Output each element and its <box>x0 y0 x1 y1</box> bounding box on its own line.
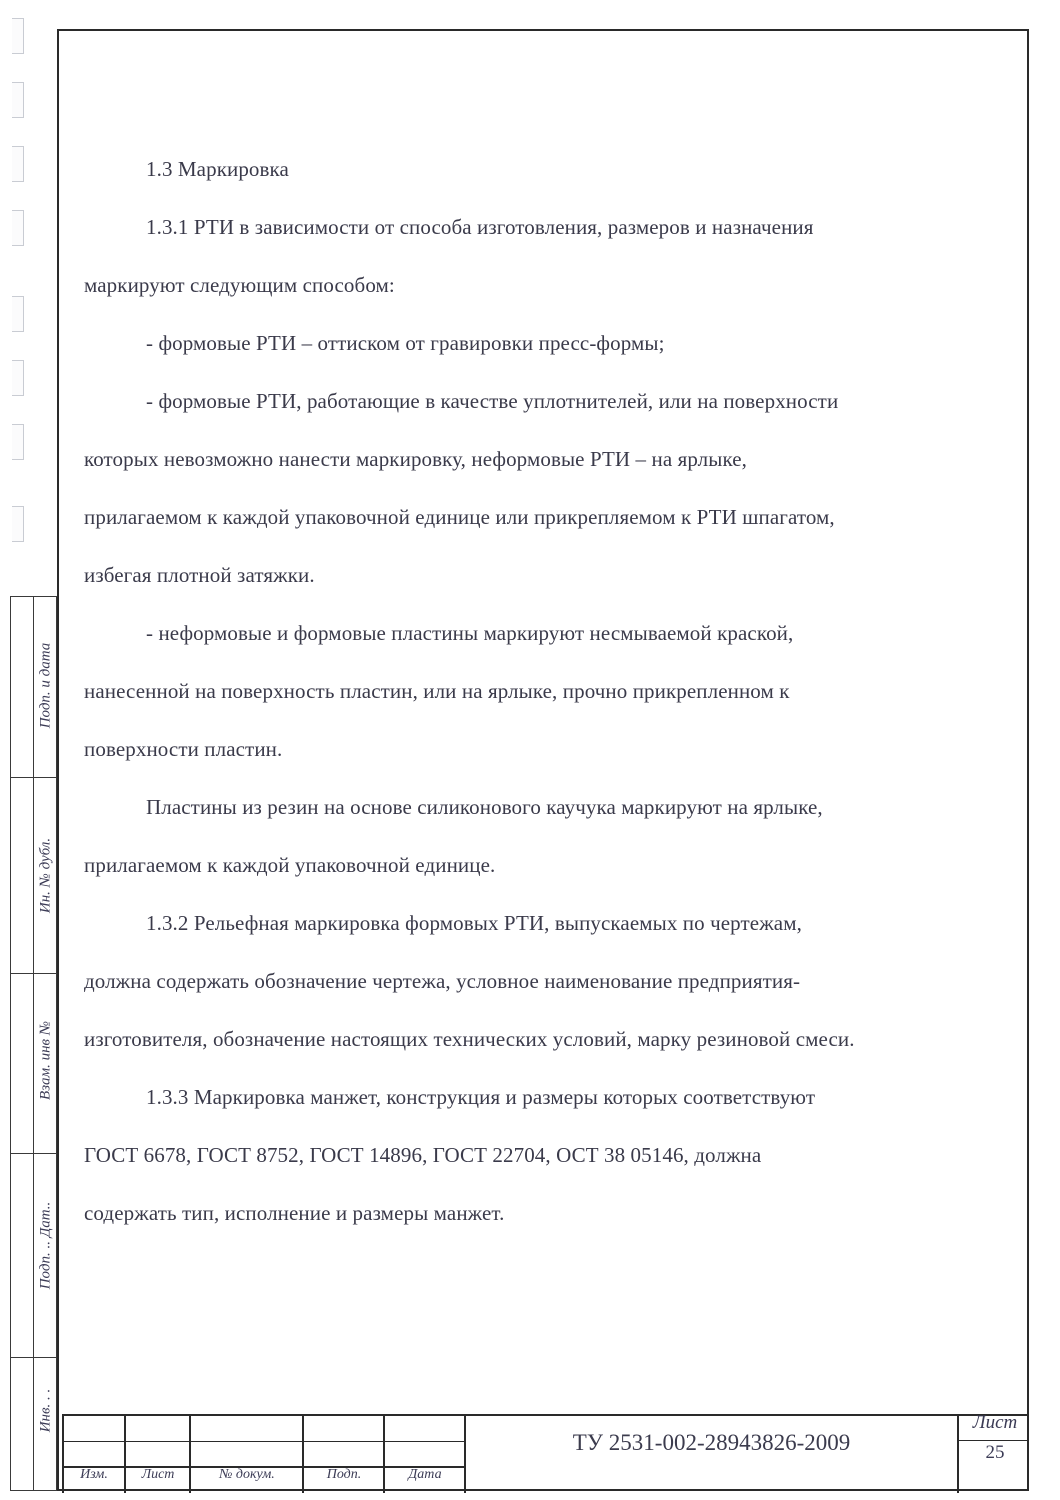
caption-signature: Подп. <box>326 1467 362 1482</box>
binding-hole <box>12 296 24 332</box>
binding-hole <box>12 210 24 246</box>
text-line: содержать тип, исполнение и размеры манжет. <box>84 1201 505 1225</box>
text-line: Пластины из резин на основе силиконового каучука маркируют на ярлыке, <box>146 795 823 819</box>
text-line: прилагаемом к каждой упаковочной единице или прикрепляемом к РТИ шпагатом, <box>84 505 835 529</box>
caption-izm: Изм. <box>80 1467 108 1482</box>
side-stamp <box>10 596 57 1491</box>
side-stamp-divider <box>11 973 56 974</box>
text-line: должна содержать обозначение чертежа, условное наименование предприятия- <box>84 969 801 993</box>
binding-hole <box>12 424 24 460</box>
text-line: прилагаемом к каждой упаковочной единице. <box>84 853 496 877</box>
binding-hole <box>12 360 24 396</box>
text-line: маркируют следующим способом: <box>84 273 395 297</box>
binding-hole <box>12 18 24 54</box>
side-stamp-label: Инв. . . <box>37 1388 54 1433</box>
title-block-divider <box>62 1441 464 1442</box>
sheet-label: Лист <box>972 1412 1018 1433</box>
text-line: - неформовые и формовые пластины маркируют несмываемой краской, <box>146 621 794 645</box>
caption-doc-number: № докум. <box>219 1467 275 1482</box>
binding-hole <box>12 506 24 542</box>
side-stamp-divider <box>11 777 56 778</box>
section-heading: 1.3 Маркировка <box>146 157 289 181</box>
binding-hole <box>12 146 24 182</box>
text-line: которых невозможно нанести маркировку, неформовые РТИ – на ярлыке, <box>84 447 748 471</box>
text-line: изготовителя, обозначение настоящих технических условий, марку резиновой смеси. <box>84 1027 855 1051</box>
text-line: 1.3.2 Рельефная маркировка формовых РТИ, выпускаемых по чертежам, <box>146 911 802 935</box>
text-line: нанесенной на поверхность пластин, или на ярлыке, прочно прикрепленном к <box>84 679 790 703</box>
text-line: - формовые РТИ, работающие в качестве уплотнителей, или на поверхности <box>146 389 839 413</box>
text-line: 1.3.3 Маркировка манжет, конструкция и размеры которых соответствуют <box>146 1085 816 1109</box>
side-stamp-label: Ин. № дубл. <box>37 837 54 914</box>
sheet-number: 25 <box>985 1442 1005 1463</box>
document-body <box>84 140 1014 1242</box>
binding-hole <box>12 82 24 118</box>
text-line: 1.3.1 РТИ в зависимости от способа изготовления, размеров и назначения <box>146 215 814 239</box>
document-code: ТУ 2531-002-28943826-2009 <box>572 1430 851 1455</box>
text-line: поверхности пластин. <box>84 737 283 761</box>
text-line: избегая плотной затяжки. <box>84 563 315 587</box>
caption-list: Лист <box>141 1467 175 1482</box>
side-stamp-label: Взам. инв № <box>37 1021 54 1100</box>
side-stamp-label: Подп. и дата <box>37 642 54 729</box>
title-block-divider <box>957 1416 959 1493</box>
title-block-divider <box>957 1440 1027 1441</box>
text-line: - формовые РТИ – оттиском от гравировки пресс-формы; <box>146 331 665 355</box>
text-line: ГОСТ 6678, ГОСТ 8752, ГОСТ 14896, ГОСТ 22704, ОСТ 38 05146, должна <box>84 1143 762 1167</box>
side-stamp-divider <box>11 1153 56 1154</box>
caption-date: Дата <box>408 1467 442 1482</box>
side-stamp-label: Подп. .. Дат.. <box>37 1201 54 1290</box>
